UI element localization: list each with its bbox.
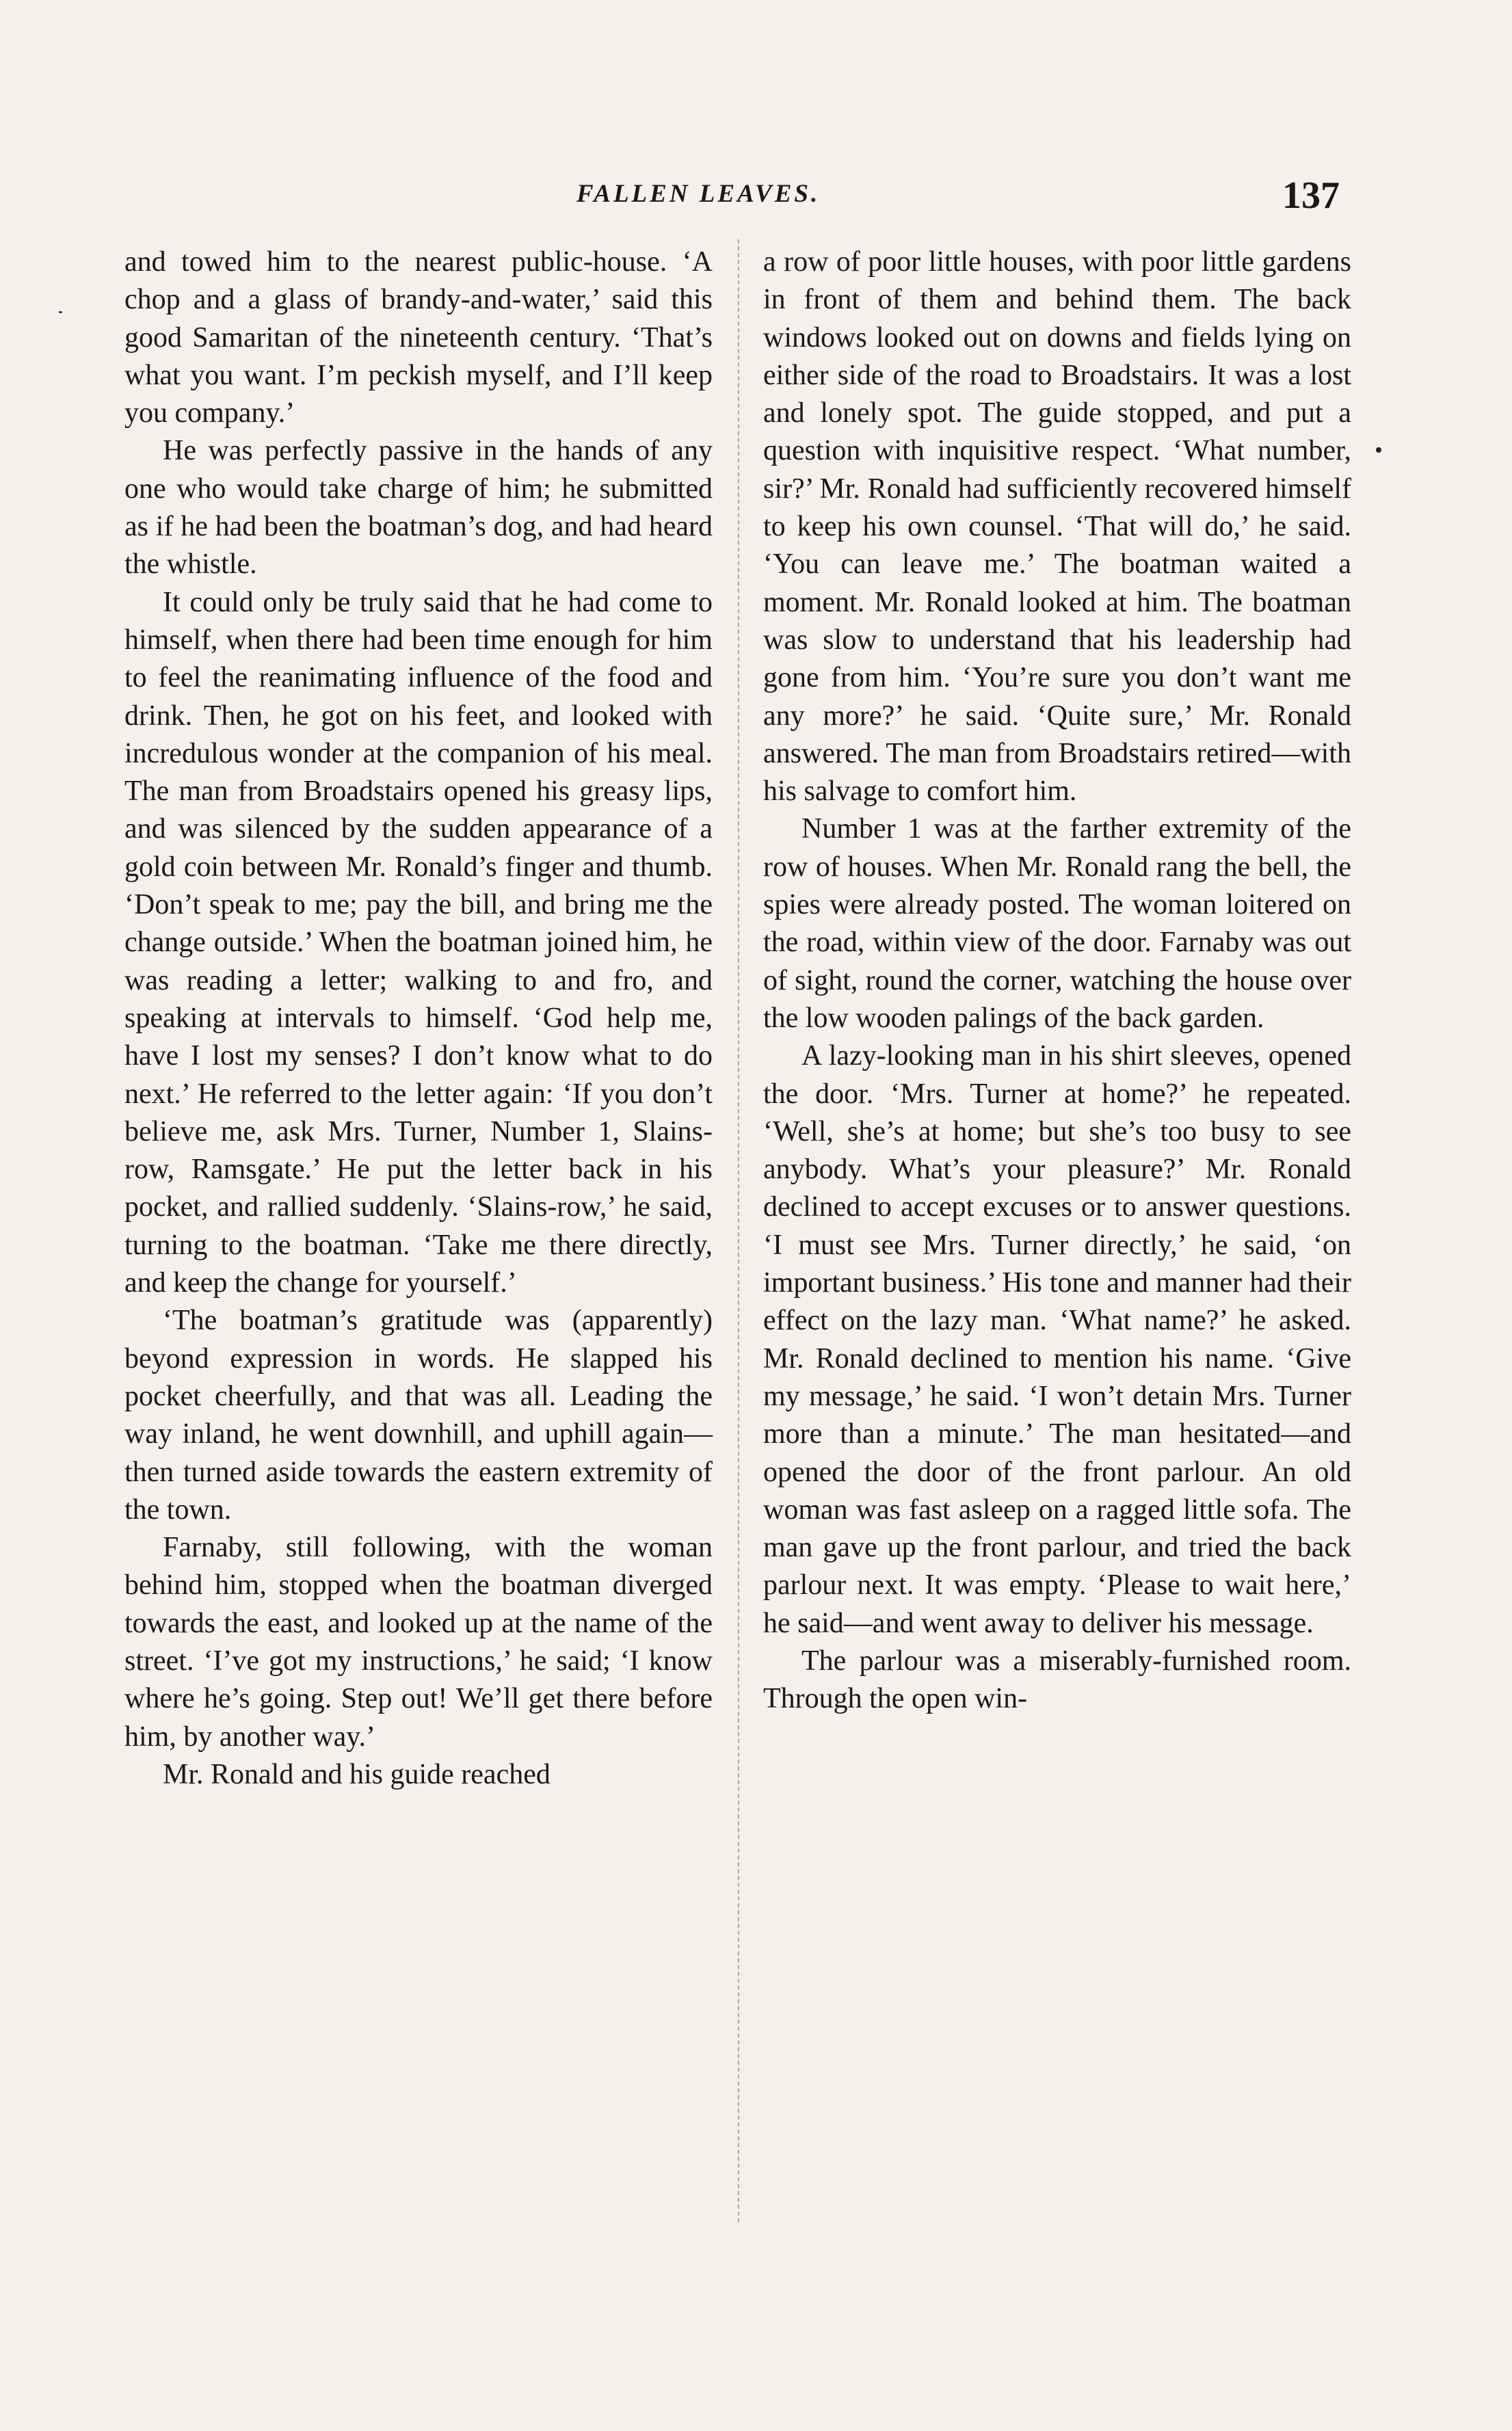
- margin-speck: [1376, 447, 1381, 453]
- left-paragraph-6: Mr. Ronald and his guide reached: [163, 1758, 551, 1790]
- left-column: [124, 243, 713, 1794]
- left-paragraph-3: It could only be truly said that he had come to himself, when there had been time enough for him to feel the reanimating influence of the food and drink. Then, he got on his feet, and looked with incredulous wonder at the companion of his meal. The man from Broadstairs opened his greasy lips, and was silenced by the sudden appearance of a gold coin between Mr. Ronald’s finger and thumb. ‘Don’t speak to me; pay the bill, and bring me the change outside.’ When the boatman joined him, he was reading a letter; walking to and fro, and speaking at intervals to himself. ‘God help me, have I lost my senses? I don’t know what to do next.’ He referred to the letter again: ‘If you don’t believe me, ask Mrs. Turner, Number 1, Slains-row, Ramsgate.’ He put the letter back in his pocket, and rallied suddenly. ‘Slains-row,’ he said, turning to the boatman. ‘Take me there directly, and keep the change for yourself.’: [124, 586, 713, 1299]
- right-paragraph-3: A lazy-looking man in his shirt sleeves, opened the door. ‘Mrs. Turner at home?’ he repeated. ‘Well, she’s at home; but she’s too busy to see anybody. What’s your pleasure?’ Mr. Ronald declined to accept excuses or to answer questions. ‘I must see Mrs. Turner directly,’ he said, ‘on important business.’ His tone and manner had their effect on the lazy man. ‘What name?’ he asked. Mr. Ronald declined to mention his name. ‘Give my message,’ he said. ‘I won’t detain Mrs. Turner more than a minute.’ The man hesitated—and opened the door of the front parlour. An old woman was fast asleep on a ragged little sofa. The man gave up the front parlour, and tried the back parlour next. It was empty. ‘Please to wait here,’ he said—and went away to deliver his message.: [763, 1040, 1351, 1639]
- page-number: 137: [1282, 174, 1340, 217]
- margin-speck: [59, 311, 62, 313]
- left-paragraph-1: and towed him to the nearest public-house. ‘A chop and a glass of brandy-and-water,’ said this good Samaritan of the nineteenth century. ‘That’s what you want. I’m peckish myself, and I’ll keep you company.’: [124, 246, 713, 429]
- running-title: FALLEN LEAVES.: [576, 180, 821, 208]
- left-paragraph-4: ‘The boatman’s gratitude was (apparently) beyond expression in words. He slapped his pocket cheerfully, and that was all. Leading the way inland, he went downhill, and uphill again—then turned aside towards the eastern extremity of the town.: [124, 1305, 713, 1526]
- left-paragraph-5: Farnaby, still following, with the woman behind him, stopped when the boatman diverged towards the east, and looked up at the name of the street. ‘I’ve got my instructions,’ he said; ‘I know where he’s going. Step out! We’ll get there before him, by another way.’: [124, 1532, 713, 1753]
- right-paragraph-2: Number 1 was at the farther extremity of the row of houses. When Mr. Ronald rang the bell, the spies were already posted. The woman loitered on the road, within view of the door. Farnaby was out of sight, round the corner, watching the house over the low wooden palings of the back garden.: [763, 813, 1351, 1034]
- running-head: [0, 174, 1512, 220]
- right-paragraph-1: a row of poor little houses, with poor little gardens in front of them and behind them. The back windows looked out on downs and fields lying on either side of the road to Broadstairs. It was a lost and lonely spot. The guide stopped, and put a question with inquisitive respect. ‘What number, sir?’ Mr. Ronald had sufficiently recovered himself to keep his own counsel. ‘That will do,’ he said. ‘You can leave me.’ The boatman waited a moment. Mr. Ronald looked at him. The boatman was slow to understand that his leadership had gone from him. ‘You’re sure you don’t want me any more?’ he said. ‘Quite sure,’ Mr. Ronald answered. The man from Broadstairs retired—with his salvage to comfort him.: [763, 246, 1351, 808]
- column-divider: [738, 239, 739, 2222]
- right-column: [763, 243, 1351, 1718]
- right-paragraph-4: The parlour was a miserably-furnished room. Through the open win-: [763, 1645, 1351, 1715]
- left-paragraph-2: He was perfectly passive in the hands of any one who would take charge of him; he submitted as if he had been the boatman’s dog, and had heard the whistle.: [124, 435, 713, 581]
